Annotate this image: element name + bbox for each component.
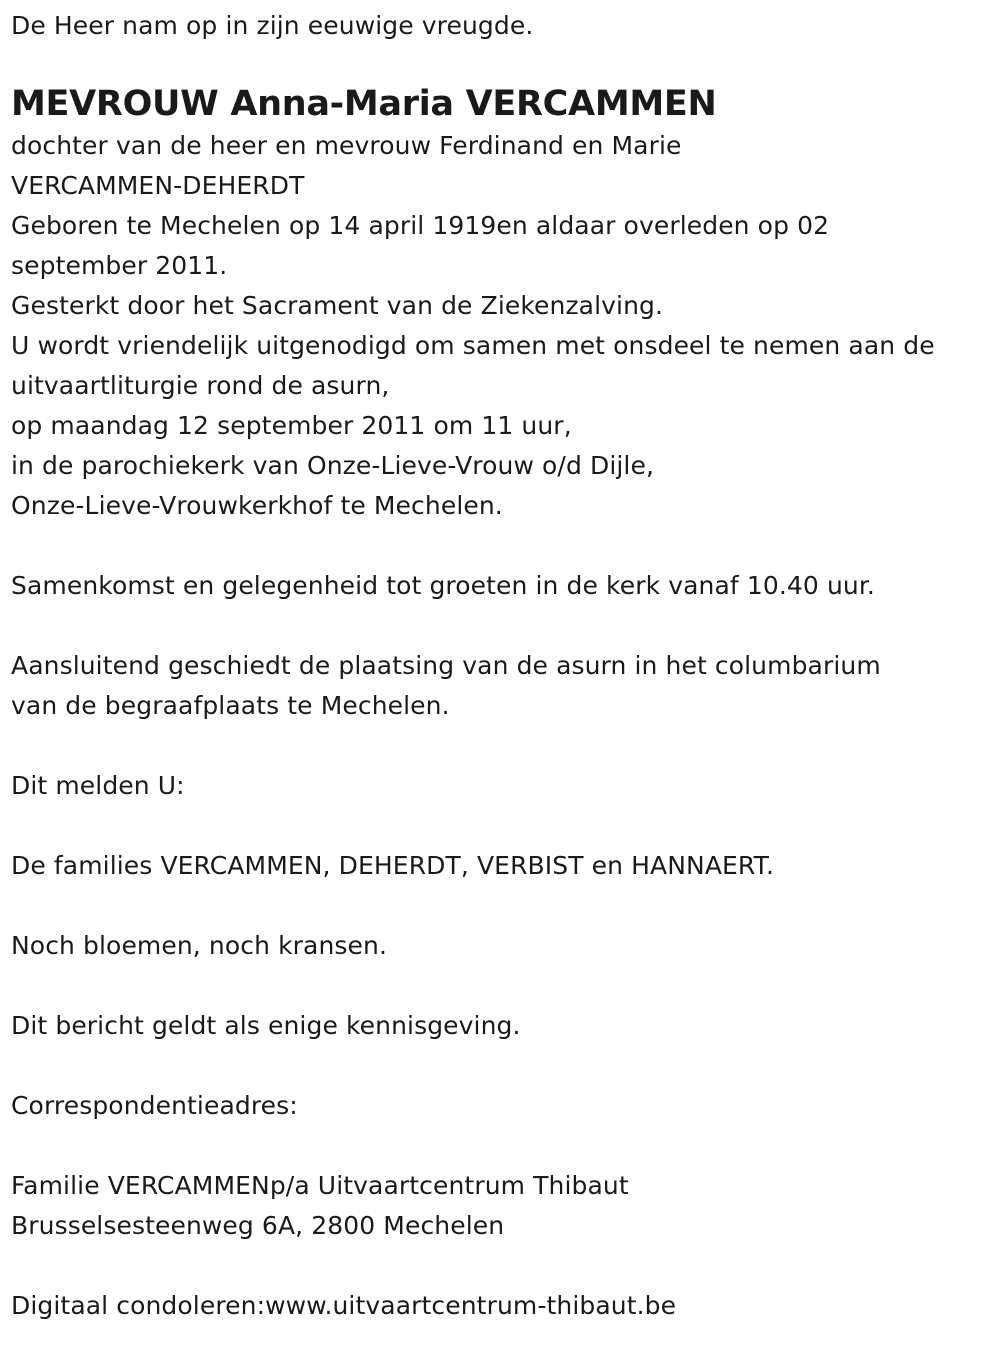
- parents-line-1: dochter van de heer en mevrouw Ferdinand en Marie: [11, 131, 682, 160]
- burial-line-1: Aansluitend geschiedt de plaatsing van de asurn in het columbarium: [11, 651, 881, 680]
- invite-line-5: Onze-Lieve-Vrouwkerkhof te Mechelen.: [11, 491, 503, 520]
- flowers-text: Noch bloemen, noch kransen.: [11, 931, 387, 960]
- address-line-2: Brusselsesteenweg 6A, 2800 Mechelen: [11, 1211, 505, 1240]
- intro-text: De Heer nam op in zijn eeuwige vreugde.: [11, 11, 534, 40]
- condolences-text: Digitaal condoleren:www.uitvaartcentrum-thibaut.be: [11, 1291, 677, 1320]
- notice-text: Dit bericht geldt als enige kennisgeving.: [11, 1011, 521, 1040]
- parents-line-2: VERCAMMEN-DEHERDT: [11, 171, 305, 200]
- spacer: [11, 1126, 996, 1166]
- families-text: De families VERCAMMEN, DEHERDT, VERBIST en HANNAERT.: [11, 851, 775, 880]
- gathering-text: Samenkomst en gelegenheid tot groeten in de kerk vanaf 10.40 uur.: [11, 571, 875, 600]
- invite-line-2: uitvaartliturgie rond de asurn,: [11, 371, 390, 400]
- spacer: [11, 966, 996, 1006]
- burial-line-2: van de begraafplaats te Mechelen.: [11, 691, 450, 720]
- invite-line-4: in de parochiekerk van Onze-Lieve-Vrouw o/d Dijle,: [11, 451, 654, 480]
- birth-line-2: september 2011.: [11, 251, 228, 280]
- spacer: [11, 526, 996, 566]
- announcers-label: Dit melden U:: [11, 771, 185, 800]
- spacer: [11, 46, 996, 82]
- birth-line-1: Geboren te Mechelen op 14 april 1919en aldaar overleden op 02: [11, 211, 830, 240]
- deceased-name: MEVROUW Anna-Maria VERCAMMEN: [11, 84, 717, 124]
- sacrament-text: Gesterkt door het Sacrament van de Ziekenzalving.: [11, 291, 664, 320]
- invite-line-1: U wordt vriendelijk uitgenodigd om samen met onsdeel te nemen aan de: [11, 331, 935, 360]
- spacer: [11, 1046, 996, 1086]
- invite-line-3: op maandag 12 september 2011 om 11 uur,: [11, 411, 572, 440]
- death-notice: [11, 6, 996, 1326]
- address-line-1: Familie VERCAMMENp/a Uitvaartcentrum Thibaut: [11, 1171, 629, 1200]
- correspondence-label: Correspondentieadres:: [11, 1091, 298, 1120]
- spacer: [11, 886, 996, 926]
- spacer: [11, 806, 996, 846]
- spacer: [11, 726, 996, 766]
- spacer: [11, 1246, 996, 1286]
- spacer: [11, 606, 996, 646]
